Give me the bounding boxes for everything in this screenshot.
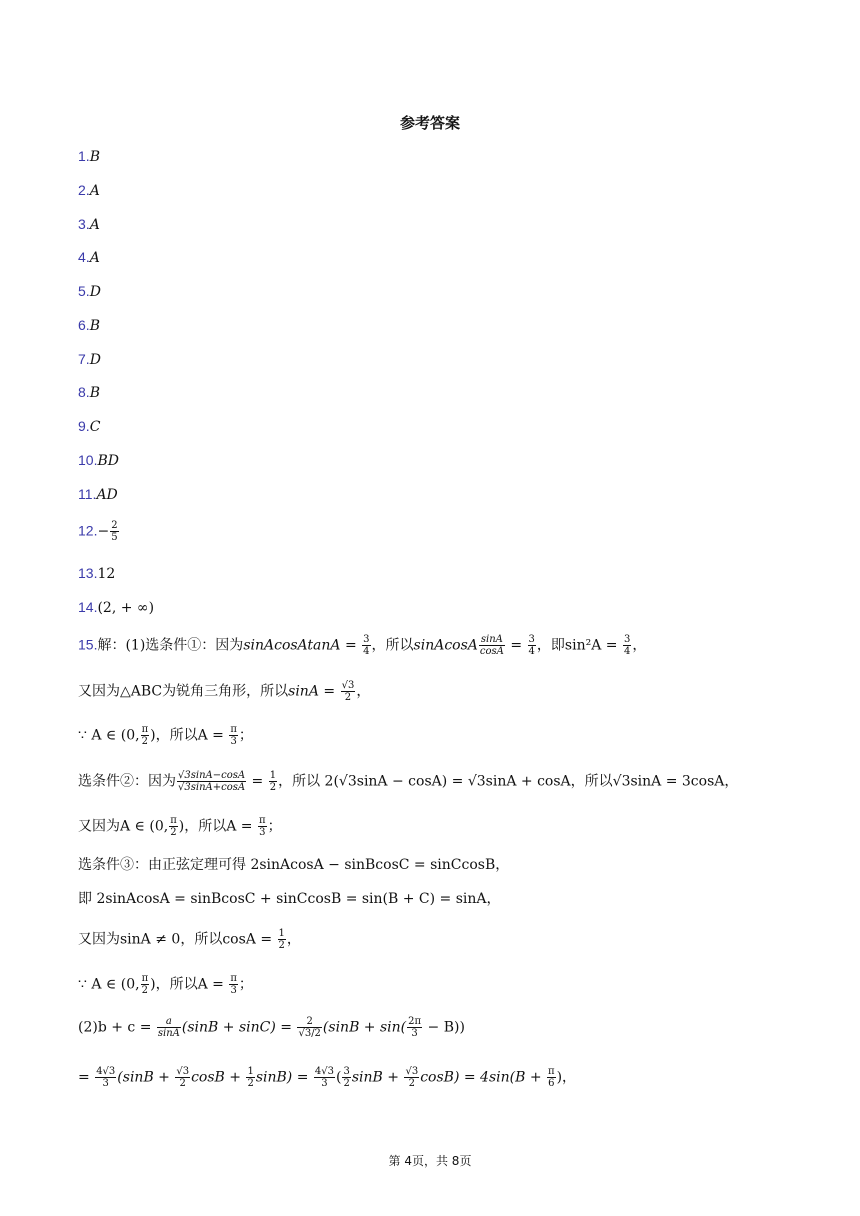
fraction	[623, 634, 631, 657]
math: (sinB +	[117, 1069, 175, 1086]
answer-item	[78, 146, 100, 167]
answer-item	[78, 416, 100, 437]
solution-line	[78, 973, 253, 996]
text: (	[336, 1069, 342, 1086]
denominator: 3	[230, 736, 237, 747]
answer-number: 6.	[78, 317, 90, 333]
text: ；	[267, 818, 282, 835]
denominator: 3	[102, 1078, 109, 1089]
fraction	[528, 634, 536, 657]
answer-number: 5.	[78, 283, 90, 299]
answer-number: 10.	[78, 452, 98, 468]
solution-line: 选条件③：由正弦定理可得 2sinAcosA − sinBcosC = sinCcosB，	[78, 857, 510, 873]
text: ，即sin²A =	[536, 637, 622, 654]
answer-value: (2, + ∞)	[97, 600, 155, 616]
text: ，所以 2(√3sinA − cosA) = √3sinA + cosA，所以√3sinA = 3cosA，	[278, 773, 739, 790]
math: (sinB + sin(	[322, 1019, 407, 1036]
math: sinAcosAtanA	[243, 637, 341, 654]
fraction	[157, 1016, 181, 1039]
numerator: 3	[363, 634, 370, 645]
answer-number: 9.	[78, 418, 90, 434]
numerator: π	[170, 815, 177, 826]
denominator: sinA	[157, 1028, 180, 1039]
answer-item	[78, 214, 100, 235]
denominator: cosA	[479, 646, 504, 657]
solution-line	[78, 1016, 465, 1039]
numerator: 1	[247, 1066, 254, 1077]
fraction	[110, 520, 118, 543]
fraction	[479, 634, 505, 657]
answer-value: B	[89, 318, 100, 334]
numerator: 1	[278, 928, 285, 939]
denominator: 5	[111, 532, 118, 543]
answer-value: A	[89, 217, 100, 233]
fraction	[278, 928, 286, 951]
fraction	[341, 680, 356, 703]
numerator: 1	[269, 770, 277, 781]
fraction	[342, 1066, 350, 1089]
answer-item	[78, 281, 101, 302]
fraction	[314, 1066, 335, 1089]
numerator: π	[548, 1066, 555, 1077]
solution-line	[78, 724, 253, 747]
fraction	[407, 1016, 422, 1039]
denominator: 2	[344, 692, 352, 703]
page-footer: 第 4页，共 8页	[388, 1154, 472, 1168]
denominator: 2	[170, 827, 177, 838]
numerator: π	[230, 724, 237, 735]
numerator: 2	[111, 520, 118, 531]
text: 又因为sinA ≠ 0，所以cosA =	[78, 931, 277, 948]
fraction	[95, 1066, 116, 1089]
denominator: 2	[179, 1078, 186, 1089]
text: =	[505, 637, 527, 654]
denominator: 2	[269, 782, 277, 793]
answer-value: D	[89, 352, 101, 368]
denominator: 6	[548, 1078, 555, 1089]
denominator: 4	[528, 646, 535, 657]
answer-value: BD	[97, 453, 119, 469]
answer-value: C	[89, 419, 101, 435]
answer-value: 12	[97, 566, 116, 582]
fraction	[229, 724, 238, 747]
text: 又因为△ABC为锐角三角形，所以	[78, 683, 289, 700]
numerator: sinA	[480, 634, 503, 645]
text: 又因为A ∈ (0,	[78, 818, 169, 835]
solution-line	[78, 770, 738, 793]
text: ；	[238, 976, 253, 993]
answer-item	[78, 349, 101, 370]
solution-line	[78, 634, 646, 657]
answer-item	[78, 450, 119, 471]
text: =	[340, 637, 362, 654]
fraction	[141, 973, 150, 996]
answer-number: 12.	[78, 522, 98, 539]
denominator: 2	[141, 736, 149, 747]
denominator: 3	[411, 1028, 418, 1039]
solution-line	[78, 680, 370, 703]
denominator: 2	[278, 940, 285, 951]
numerator: 4√3	[96, 1066, 116, 1077]
answer-number: 11.	[78, 486, 97, 502]
answer-item	[78, 180, 100, 201]
text: ，	[286, 931, 301, 948]
denominator: 2	[247, 1078, 254, 1089]
fraction	[169, 815, 178, 838]
text: ，所以	[371, 637, 414, 654]
denominator: 4	[363, 646, 370, 657]
solution-line	[78, 928, 301, 951]
text: 解：(1)选条件①：因为	[97, 637, 244, 654]
numerator: √3	[176, 1066, 190, 1077]
denominator: 2	[343, 1078, 350, 1089]
numerator: π	[258, 815, 266, 826]
text: (2)b + c =	[78, 1019, 156, 1036]
denominator: 3	[321, 1078, 328, 1089]
answer-number: 8.	[78, 384, 90, 400]
text: 选条件②：因为	[78, 773, 176, 790]
solution-line	[78, 1066, 576, 1089]
math: sinB +	[351, 1069, 404, 1086]
answer-number: 13.	[78, 565, 98, 581]
numerator: π	[141, 724, 149, 735]
denominator: √3/2	[298, 1028, 321, 1039]
solution-line	[78, 815, 282, 838]
answer-number: 15.	[78, 636, 98, 653]
answer-item	[78, 484, 118, 505]
answer-value: B	[89, 385, 100, 401]
text: ，	[356, 683, 371, 700]
answer-value: A	[89, 183, 100, 199]
fraction	[141, 724, 150, 747]
numerator: a	[157, 1016, 181, 1028]
numerator: 3	[528, 634, 535, 645]
answer-value: B	[89, 149, 100, 165]
solution-line: 即 2sinAcosA = sinBcosC + sinCcosB = sin(B + C) = sinA，	[78, 891, 501, 907]
math: sinAcosA	[413, 637, 478, 654]
answer-number: 3.	[78, 216, 90, 232]
fraction	[404, 1066, 419, 1089]
answer-number: 14.	[78, 599, 98, 615]
text: ∵ A ∈ (0,	[78, 727, 140, 744]
fraction	[362, 634, 370, 657]
answer-value: AD	[96, 487, 118, 503]
answer-number: 1.	[78, 148, 90, 164]
text: ∵ A ∈ (0,	[78, 976, 140, 993]
answer-number: 7.	[78, 351, 90, 367]
answer-item	[78, 382, 100, 403]
answer-number: 4.	[78, 249, 90, 265]
text: =	[247, 773, 268, 790]
numerator: 4√3	[314, 1066, 335, 1077]
numerator: 3	[623, 634, 631, 645]
answer-item	[78, 597, 154, 618]
fraction	[258, 815, 267, 838]
minus-sign: −	[97, 523, 110, 540]
answer-value: A	[89, 250, 100, 266]
numerator: 2	[297, 1016, 321, 1028]
fraction	[547, 1066, 556, 1089]
fraction	[175, 1066, 190, 1089]
denominator: 4	[623, 646, 631, 657]
text: )，所以A =	[178, 818, 257, 835]
text: ，	[632, 637, 647, 654]
denominator: √3sinA+cosA	[178, 782, 246, 793]
answer-number: 2.	[78, 182, 90, 198]
answer-value: D	[89, 284, 101, 300]
numerator: π	[141, 973, 149, 984]
fraction	[177, 770, 246, 793]
answer-item	[78, 315, 100, 336]
text: − B))	[423, 1019, 465, 1036]
math: cosB +	[191, 1069, 246, 1086]
fraction	[246, 1066, 254, 1089]
numerator: 3	[343, 1066, 350, 1077]
text: )，所以A =	[150, 976, 229, 993]
denominator: 3	[259, 827, 266, 838]
text: )，所以A =	[150, 727, 229, 744]
denominator: 2	[408, 1078, 416, 1089]
answer-item	[78, 247, 100, 268]
math: sinA	[288, 683, 319, 700]
math: cosB) = 4sin(B +	[420, 1069, 547, 1086]
numerator: 2π	[408, 1016, 422, 1027]
denominator: 3	[230, 985, 237, 996]
fraction	[269, 770, 277, 793]
fraction	[229, 973, 238, 996]
text: =	[78, 1069, 95, 1086]
math: sinB) =	[255, 1069, 313, 1086]
page-title: 参考答案	[399, 114, 460, 132]
math: (sinB + sinC) =	[181, 1019, 297, 1036]
numerator: √3	[405, 1066, 419, 1077]
text: ；	[238, 727, 253, 744]
text: =	[318, 683, 340, 700]
denominator: 2	[141, 985, 149, 996]
numerator: √3	[341, 680, 355, 691]
text: )，	[556, 1069, 577, 1086]
numerator: √3sinA−cosA	[178, 770, 246, 781]
answer-item	[78, 520, 120, 543]
fraction	[297, 1016, 321, 1039]
answer-item	[78, 563, 115, 584]
numerator: π	[230, 973, 237, 984]
